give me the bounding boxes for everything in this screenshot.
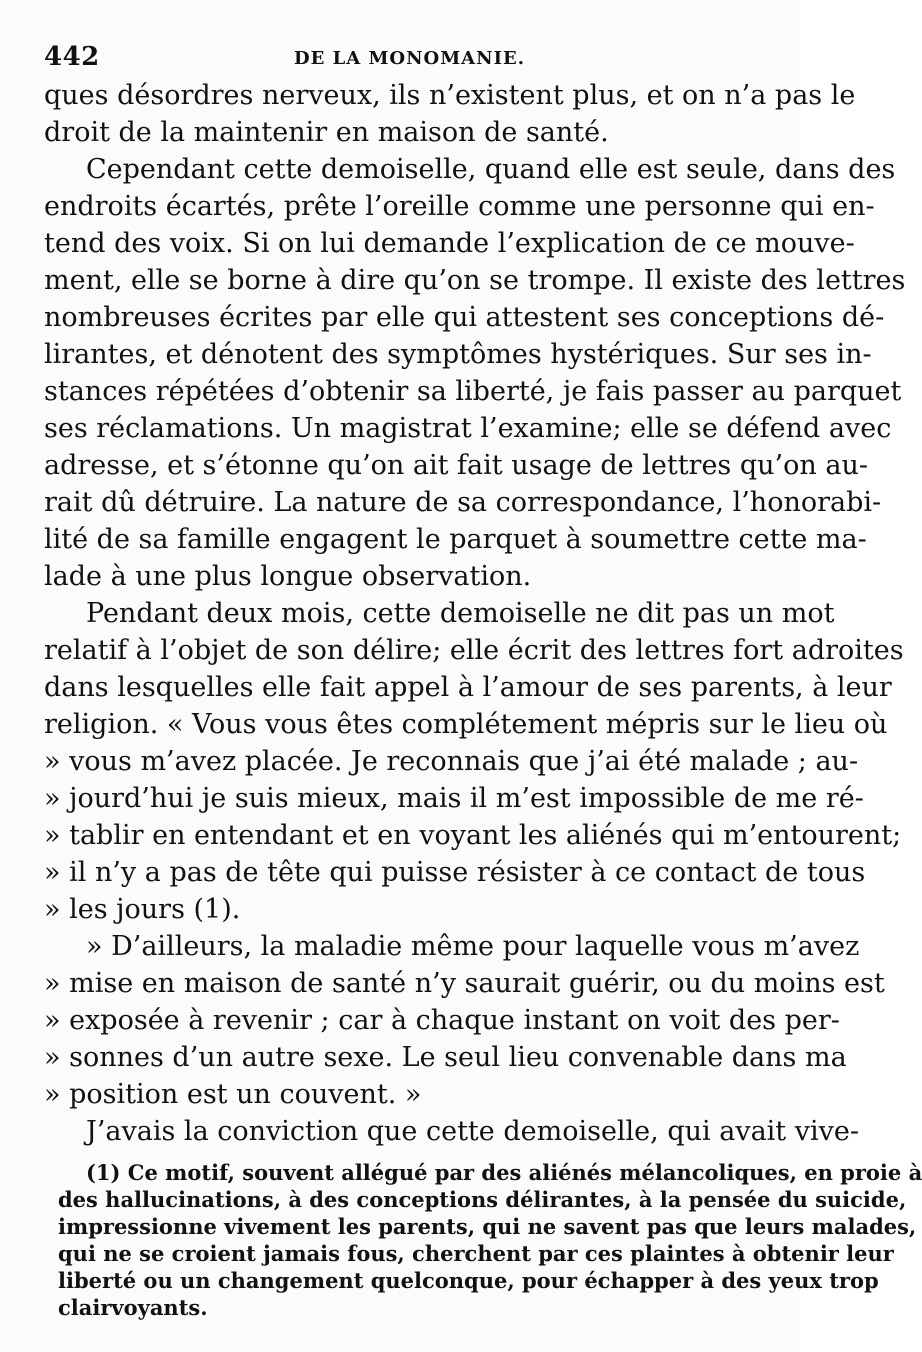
text-line: » les jours (1). xyxy=(44,894,241,925)
text-line: stances répétées d’obtenir sa liberté, je fais passer au parquet xyxy=(44,376,902,407)
text-line: » exposée à revenir ; car à chaque instant on voit des per- xyxy=(44,1005,840,1036)
text-line: ment, elle se borne à dire qu’on se trompe. Il existe des lettres xyxy=(44,265,906,296)
text-line: endroits écartés, prête l’oreille comme une personne qui en- xyxy=(44,191,875,222)
text-line: tend des voix. Si on lui demande l’explication de ce mouve- xyxy=(44,228,855,259)
text-line: dans lesquelles elle fait appel à l’amour de ses parents, à leur xyxy=(44,672,892,703)
text-line: nombreuses écrites par elle qui attestent ses conceptions dé- xyxy=(44,302,885,333)
text-line: » vous m’avez placée. Je reconnais que j’ai été malade ; au- xyxy=(44,746,859,777)
footnote-line: (1) Ce motif, souvent allégué par des aliénés mélancoliques, en proie à xyxy=(86,1160,922,1185)
text-line: relatif à l’objet de son délire; elle écrit des lettres fort adroites xyxy=(44,635,904,666)
text-line: ques désordres nerveux, ils n’existent plus, et on n’a pas le xyxy=(44,80,856,111)
text-line: droit de la maintenir en maison de santé. xyxy=(44,117,609,148)
text-line: » tablir en entendant et en voyant les aliénés qui m’entourent; xyxy=(44,820,902,851)
text-line: » position est un couvent. » xyxy=(44,1079,422,1110)
text-line: lité de sa famille engagent le parquet à soumettre cette ma- xyxy=(44,524,867,555)
text-line: » sonnes d’un autre sexe. Le seul lieu convenable dans ma xyxy=(44,1042,847,1073)
footnote-line: impressionne vivement les parents, qui ne savent pas que leurs malades, xyxy=(58,1214,917,1239)
footnote-line: des hallucinations, à des conceptions délirantes, à la pensée du suicide, xyxy=(58,1187,907,1212)
page-header xyxy=(44,42,756,72)
paragraph-start-line: Cependant cette demoiselle, quand elle est seule, dans des xyxy=(86,154,896,185)
text-line: » jourd’hui je suis mieux, mais il m’est impossible de me ré- xyxy=(44,783,864,814)
page-number: 442 xyxy=(44,42,100,72)
text-line: rait dû détruire. La nature de sa correspondance, l’honorabi- xyxy=(44,487,882,518)
text-line: » mise en maison de santé n’y saurait guérir, ou du moins est xyxy=(44,968,885,999)
paragraph-start-line: J’avais la conviction que cette demoiselle, qui avait vive- xyxy=(86,1116,859,1147)
footnote-line: qui ne se croient jamais fous, cherchent par ces plaintes à obtenir leur xyxy=(58,1241,894,1266)
text-line: ses réclamations. Un magistrat l’examine; elle se défend avec xyxy=(44,413,892,444)
running-title: DE LA MONOMANIE. xyxy=(294,48,525,69)
text-line: lade à une plus longue observation. xyxy=(44,561,532,592)
paragraph-start-line: » D’ailleurs, la maladie même pour laquelle vous m’avez xyxy=(86,931,860,962)
paragraph-start-line: Pendant deux mois, cette demoiselle ne dit pas un mot xyxy=(86,598,835,629)
text-line: adresse, et s’étonne qu’on ait fait usage de lettres qu’on au- xyxy=(44,450,868,481)
text-line: lirantes, et dénotent des symptômes hystériques. Sur ses in- xyxy=(44,339,872,370)
text-line: » il n’y a pas de tête qui puisse résister à ce contact de tous xyxy=(44,857,866,888)
text-line: religion. « Vous vous êtes complétement mépris sur le lieu où xyxy=(44,709,888,740)
footnote-line: liberté ou un changement quelconque, pour échapper à des yeux trop xyxy=(58,1268,879,1293)
footnote-line: clairvoyants. xyxy=(58,1295,208,1320)
